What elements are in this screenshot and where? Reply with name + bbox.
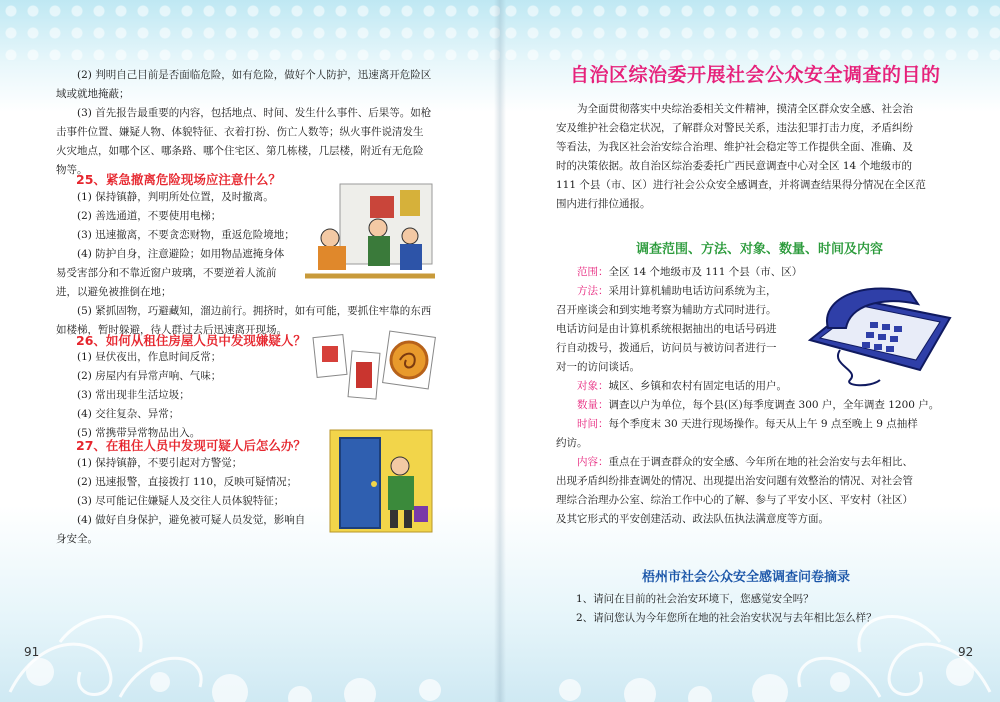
method-line: 召开座谈会和到实地考察为辅助方式同时进行。: [556, 304, 777, 316]
list-item: 进，以避免被推倒在地；: [56, 286, 172, 298]
text-line: 111 个县（市、区）进行社会公众安全感调查，并将调查结果得分情况在全区范: [556, 179, 926, 191]
list-item: (5) 紧抓固物，巧避藏知，溜边前行。拥挤时，如有可能，要抓住牢靠的东西: [77, 305, 432, 317]
questionnaire-subtitle: 梧州市社会公众安全感调查问卷摘录: [642, 570, 851, 585]
time-label: 时间：: [577, 418, 609, 430]
time-line: 约访。: [556, 437, 588, 449]
intro-line: 火灾地点，如哪个区、哪条路、哪个住宅区、第几栋楼，几层楼，附近有无危险: [56, 145, 424, 157]
right-page-title: 自治区综治委开展社会公众安全调查的目的: [570, 64, 941, 86]
intro-line: 击事件位置、嫌疑人物、体貌特征、衣着打扮、伤亡人数等；纵火事件说清发生: [56, 126, 424, 138]
list-item: (3) 尽可能记住嫌疑人及交往人员体貌特征；: [77, 495, 285, 507]
text-line: 等看法，为我区社会治安综合治理、维护社会稳定等工作提供全面、准确、及: [556, 141, 913, 153]
list-item: (4) 防护自身，注意避险；如用物品遮掩身体: [77, 248, 285, 260]
list-item: (1) 保持镇静，判明所处位置，及时撤离。: [77, 191, 274, 203]
page-gutter: [494, 0, 506, 702]
object-label: 对象：: [577, 380, 609, 392]
method-line: [556, 282, 816, 301]
page-number-left: 91: [24, 645, 40, 659]
list-item: 如楼梯，暂时躲避，待人群过去后迅速离开现场。: [56, 324, 287, 336]
evacuation-illustration: [300, 176, 440, 286]
content-label: 内容：: [577, 456, 609, 468]
floral-swirl-decoration: [0, 522, 500, 702]
content-line: 出现矛盾纠纷排查调处的情况、出现提出治安问题有效整治的情况、对社会管: [556, 475, 913, 487]
purpose-paragraph: [556, 100, 960, 214]
method-label: 方法：: [577, 285, 609, 297]
list-item: (3) 常出现非生活垃圾；: [77, 389, 190, 401]
text-line: 围内进行排位通报。: [556, 198, 651, 210]
list-item: (4) 交往复杂、异常；: [77, 408, 180, 420]
list-item: (1) 昼伏夜出，作息时间反常；: [77, 351, 222, 363]
content-line: 理综合治理办公室、综治工作中心的了解、参与了平安小区、平安村（社区）: [556, 494, 913, 506]
list-item: (1) 保持镇静，不要引起对方警觉；: [77, 457, 243, 469]
questionnaire-list: [576, 590, 966, 628]
object-text: 城区、乡镇和农村有固定电话的用户。: [608, 380, 787, 392]
list-item: 易受害部分和不靠近窗户玻璃，不要逆着人流前: [56, 267, 277, 279]
time-text: 每个季度末 30 天进行现场操作。每天从上午 9 点至晚上 9 点抽样: [608, 418, 918, 430]
method-line: 行自动拨号，拨通后，访问员与被访问者进行一: [556, 342, 777, 354]
content-line: [556, 453, 966, 472]
intro-line: 物等。: [56, 164, 88, 176]
survey-subtitle: 调查范围、方法、对象、数量、时间及内容: [636, 242, 884, 257]
list-item: (3) 迅速撤离，不要贪恋财物，重返危险境地；: [77, 229, 295, 241]
text-line: 时的决策依据。故自治区综治委委托广西民意调查中心对全区 14 个地级市的: [556, 160, 913, 172]
scope-text: 全区 14 个地级市及 111 个县（市、区）: [608, 266, 803, 278]
text-line: 为全面贯彻落实中央综治委相关文件精神，摸清全区群众安全感、社会治: [577, 103, 913, 115]
scope-method-block: [556, 263, 816, 377]
object-line: [556, 377, 966, 396]
list-item: 身安全。: [56, 533, 98, 545]
suspicious-items-illustration: [310, 330, 440, 410]
quantity-label: 数量：: [577, 399, 609, 411]
page-number-right: 92: [958, 645, 974, 659]
question-27-body: [56, 454, 326, 549]
quantity-text: 调查以户为单位，每个县(区)每季度调查 300 户，全年调查 1200 户。: [608, 399, 940, 411]
content-text: 重点在于调查群众的安全感、今年所在地的社会治安与去年相比、: [608, 456, 913, 468]
question-26-title: 26、如何从租住房屋人员中发现嫌疑人？: [76, 333, 306, 348]
questionnaire-item: 2、请问您认为今年您所在地的社会治安状况与去年相比怎么样？: [576, 612, 877, 624]
dot-pattern-decoration: [500, 0, 1000, 60]
telephone-illustration: [800, 270, 960, 390]
details-block: [556, 377, 966, 529]
question-27-title: 27、在租住人员中发现可疑人后怎么办？: [76, 438, 306, 453]
door-illustration: [326, 426, 436, 536]
list-item: (4) 做好自身保护，避免被可疑人员发觉，影响自: [77, 514, 306, 526]
scope-line: [556, 263, 816, 282]
intro-block: [56, 66, 456, 180]
list-item: (2) 房屋内有异常声响、气味；: [77, 370, 222, 382]
time-line: [556, 415, 966, 434]
content-line: 及其它形式的平安创建活动、政法队伍执法满意度等方面。: [556, 513, 829, 525]
method-line: 对一的访问谈话。: [556, 361, 640, 373]
list-item: (5) 常携带异常物品出入。: [77, 427, 201, 439]
intro-line: (2) 判明自己目前是否面临危险，如有危险，做好个人防护，迅速离开危险区: [77, 69, 432, 81]
question-26-body: [56, 348, 326, 443]
intro-line: (3) 首先报告最重要的内容，包括地点、时间、发生什么事件、后果等。如枪: [77, 107, 432, 119]
scope-label: 范围：: [577, 266, 609, 278]
method-line: 电话访问是由计算机系统根据抽出的电话号码进: [556, 323, 777, 335]
quantity-line: [556, 396, 966, 415]
list-item: (2) 迅速报警，直接拨打 110，反映可疑情况；: [77, 476, 298, 488]
method-text: 采用计算机辅助电话访问系统为主，: [608, 285, 777, 297]
questionnaire-item: 1、请问在目前的社会治安环境下，您感觉安全吗？: [576, 593, 814, 605]
text-line: 安及维护社会稳定状况，了解群众对警民关系，违法犯罪打击力度，矛盾纠纷: [556, 122, 913, 134]
question-25-title: 25、紧急撤离危险现场应注意什么？: [76, 172, 281, 187]
intro-line: 域或就地掩蔽；: [56, 88, 130, 100]
dot-pattern-decoration: [0, 0, 500, 60]
list-item: (2) 善选通道，不要使用电梯；: [77, 210, 222, 222]
